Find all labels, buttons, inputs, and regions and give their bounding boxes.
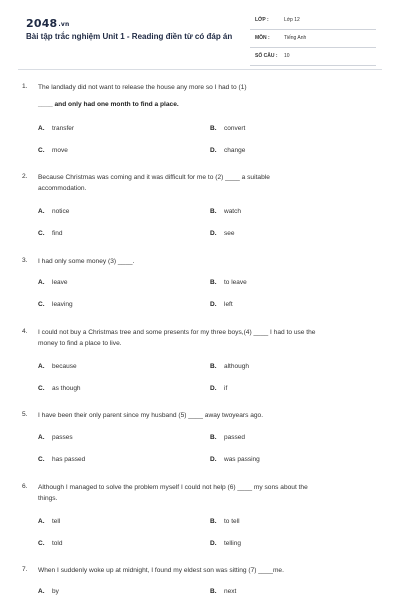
question-line: I could not buy a Christmas tree and some presents for my three boys,(4) ____ I had to use the <box>38 329 316 336</box>
question-line: ____ and only had one month to find a place. <box>38 100 179 108</box>
option-d[interactable]: D. see <box>210 230 235 237</box>
question-line: money to find a place to live. <box>38 339 122 347</box>
question-number: 5. <box>22 411 28 418</box>
option-b[interactable]: B. next <box>210 588 237 595</box>
question-number: 7. <box>22 566 28 573</box>
question-line: The landlady did not want to release the house any more so I had to (1) <box>38 84 247 91</box>
meta-row-class <box>250 14 376 30</box>
option-b[interactable]: B. passed <box>210 434 245 441</box>
option-a[interactable]: A. notice <box>38 208 70 215</box>
page-title: Bài tập trắc nghiệm Unit 1 - Reading điền từ có đáp án <box>26 32 233 41</box>
question-line: Although I managed to solve the problem myself I could not help (6) ____ my sons about the <box>38 484 308 491</box>
question-line: accommodation. <box>38 184 87 192</box>
question-line: I have been their only parent since my husband (5) ____ away twoyears ago. <box>38 412 264 419</box>
question-line: When I suddenly woke up at midnight, I found my eldest son was sitting (7) ____me. <box>38 567 284 574</box>
option-d[interactable]: D. left <box>210 301 233 308</box>
option-a[interactable]: A. leave <box>38 279 68 286</box>
question-text <box>38 173 378 194</box>
meta-row-subject <box>250 32 376 48</box>
question-line: things. <box>38 494 58 502</box>
meta-row-count <box>250 50 376 66</box>
option-c[interactable]: C. as though <box>38 385 81 392</box>
option-b[interactable]: B. although <box>210 363 249 370</box>
option-d[interactable]: D. telling <box>210 540 241 547</box>
meta-label: MÔN : <box>255 35 270 41</box>
question-text <box>38 411 378 422</box>
meta-value: Lớp 12 <box>284 17 300 23</box>
question-line: I had only some money (3) ____. <box>38 258 135 265</box>
option-c[interactable]: C. told <box>38 540 63 547</box>
meta-label: SỐ CÂU : <box>255 53 278 59</box>
meta-info <box>250 14 376 68</box>
option-c[interactable]: C. move <box>38 147 68 154</box>
option-c[interactable]: C. leaving <box>38 301 73 308</box>
question-text <box>38 566 378 577</box>
site-logo[interactable] <box>26 17 69 30</box>
option-a[interactable]: A. tell <box>38 518 61 525</box>
meta-label: LỚP : <box>255 17 269 23</box>
question-line: Because Christmas was coming and it was difficult for me to (2) ____ a suitable <box>38 174 270 181</box>
meta-value: Tiếng Anh <box>284 35 307 41</box>
option-c[interactable]: C. find <box>38 230 63 237</box>
option-c[interactable]: C. has passed <box>38 456 86 463</box>
option-b[interactable]: B. watch <box>210 208 241 215</box>
question-text <box>38 257 378 268</box>
question-text <box>38 328 378 349</box>
header-divider <box>18 69 382 70</box>
question-number: 6. <box>22 483 28 490</box>
option-b[interactable]: B. convert <box>210 125 246 132</box>
question-text <box>38 83 378 110</box>
option-a[interactable]: A. passes <box>38 434 73 441</box>
option-d[interactable]: D. was passing <box>210 456 260 463</box>
option-a[interactable]: A. transfer <box>38 125 75 132</box>
question-number: 3. <box>22 257 28 264</box>
option-b[interactable]: B. to leave <box>210 279 247 286</box>
logo-sub: .vn <box>58 21 70 28</box>
option-d[interactable]: D. if <box>210 385 228 392</box>
question-number: 1. <box>22 83 28 90</box>
option-d[interactable]: D. change <box>210 147 246 154</box>
option-a[interactable]: A. by <box>38 588 59 595</box>
question-number: 4. <box>22 328 28 335</box>
option-a[interactable]: A. because <box>38 363 77 370</box>
question-text <box>38 483 378 504</box>
page-header <box>0 0 400 66</box>
logo-main: 2048 <box>26 17 58 30</box>
meta-value: 10 <box>284 53 290 59</box>
question-number: 2. <box>22 173 28 180</box>
option-b[interactable]: B. to tell <box>210 518 240 525</box>
